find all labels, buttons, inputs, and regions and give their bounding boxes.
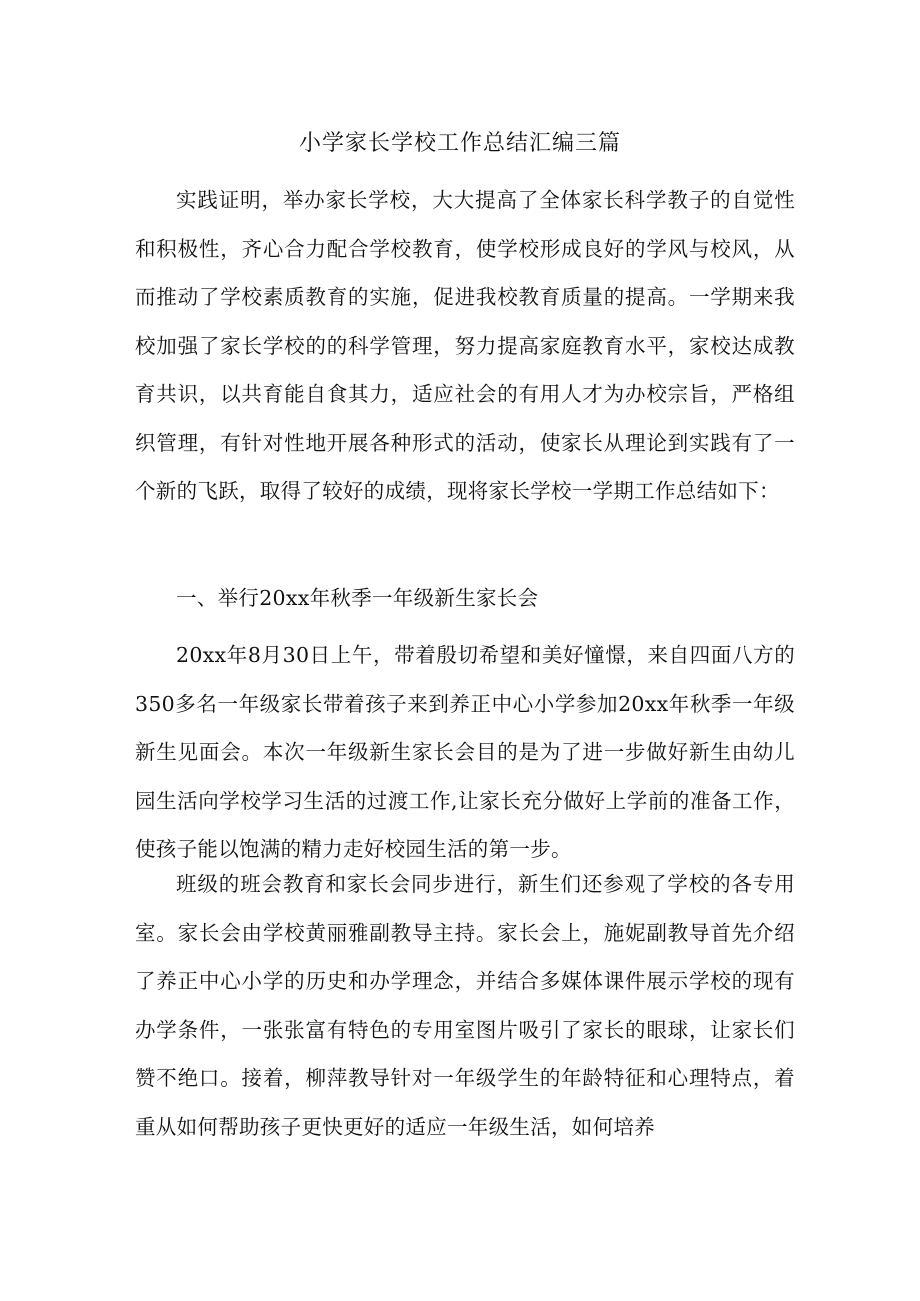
section-paragraph-1: 20xx年8月30日上午，带着殷切希望和美好憧憬，来自四面八方的350多名一年级家长带着孩子来到养正中心小学参加20xx年秋季一年级新生见面会。本次一年级新生家长会目的是为了进一步做好新生由幼儿园生活向学校学习生活的过渡工作,让家长充分做好上学前的准备工作，使孩子能以饱满的精力走好校园生活的第一步。 <box>135 643 795 861</box>
intro-paragraph: 实践证明，举办家长学校，大大提高了全体家长科学教子的自觉性和积极性，齐心合力配合学校教育，使学校形成良好的学风与校风，从而推动了学校素质教育的实施，促进我校教育质量的提高。一学期来我校加强了家长学校的的科学管理，努力提高家庭教育水平，家校达成教育共识，以共育能自食其力，适应社会的有用人才为办校宗旨，严格组织管理，有针对性地开展各种形式的活动，使家长从理论到实践有了一个新的飞跃，取得了较好的成绩，现将家长学校一学期工作总结如下： <box>135 188 795 503</box>
section-paragraph-2: 班级的班会教育和家长会同步进行，新生们还参观了学校的各专用室。家长会由学校黄丽雅副教导主持。家长会上，施妮副教导首先介绍了养正中心小学的历史和办学理念，并结合多媒体课件展示学校的现有办学条件，一张张富有特色的专用室图片吸引了家长的眼球，让家长们赞不绝口。接着，柳萍教导针对一年级学生的年龄特征和心理特点，着重从如何帮助孩子更快更好的适应一年级生活，如何培养 <box>135 872 795 1139</box>
document-title: 小学家长学校工作总结汇编三篇 <box>298 131 621 156</box>
section-heading: 一、举行20xx年秋季一年级新生家长会 <box>176 586 539 610</box>
